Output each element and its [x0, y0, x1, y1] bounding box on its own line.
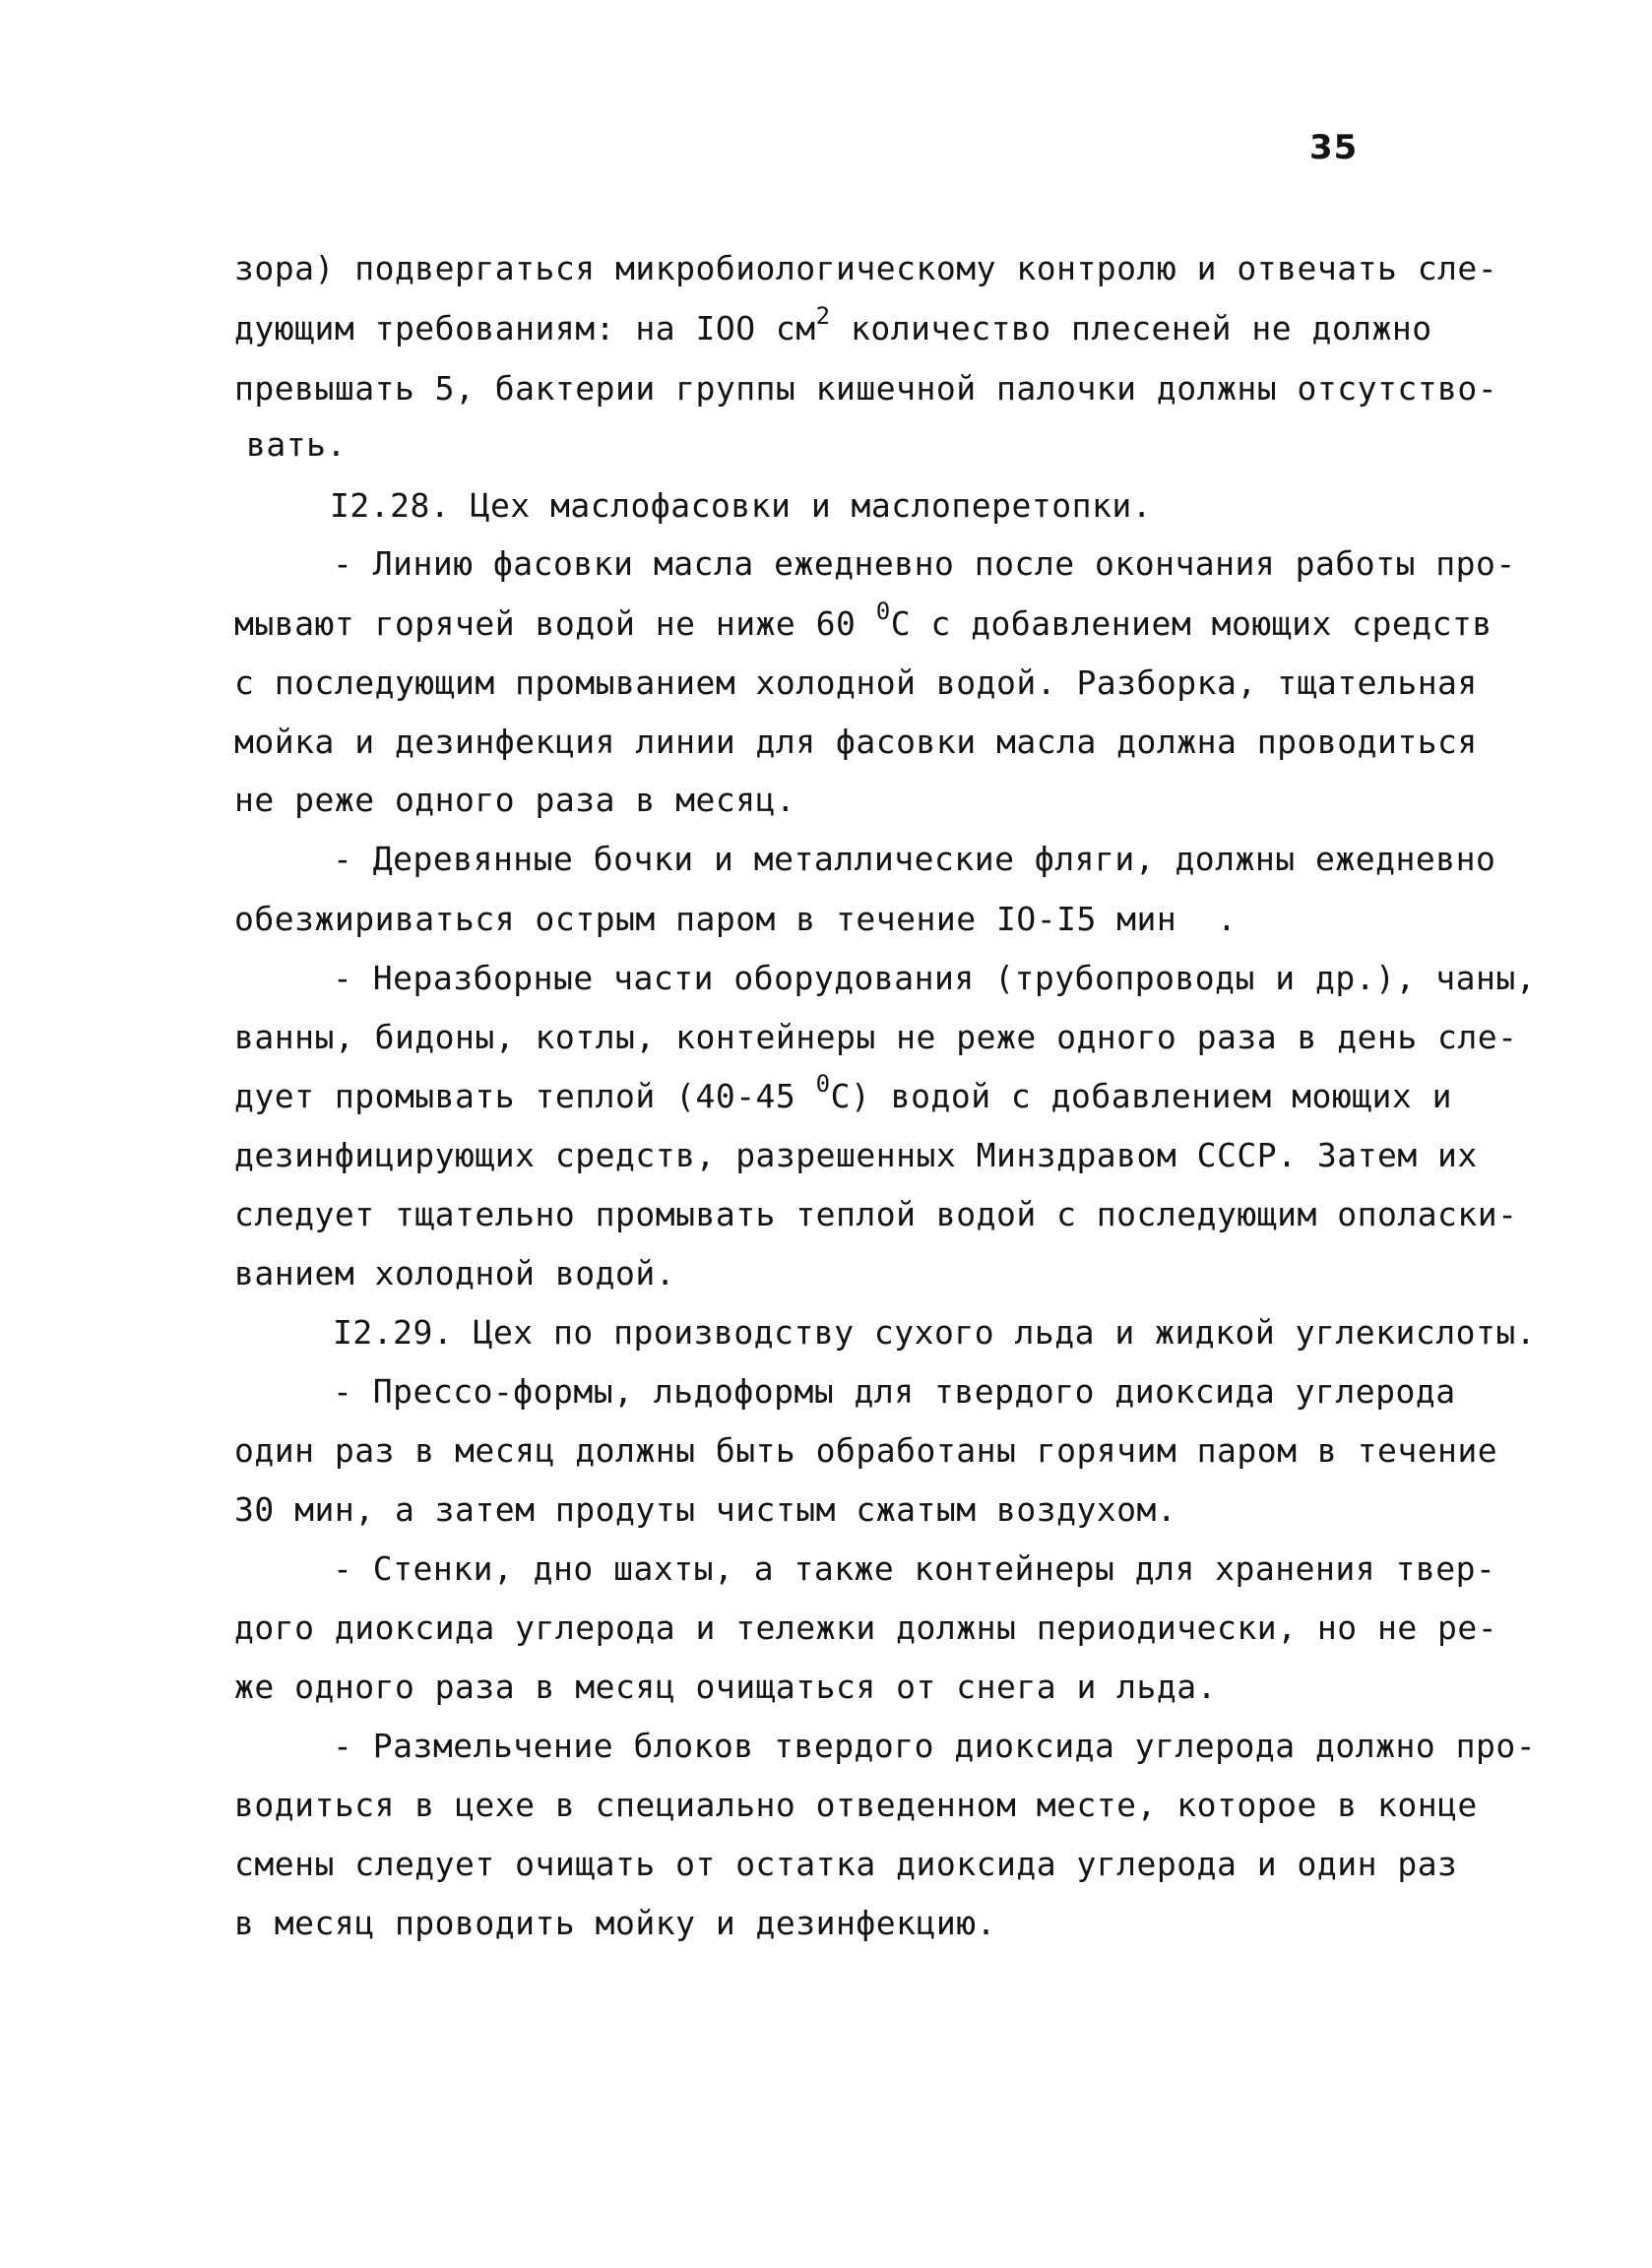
- text-fragment: дующим требованиям: на IOO см: [234, 309, 816, 347]
- text-line: [234, 302, 1432, 351]
- text-line: дезинфицирующих средств, разрешенных Минздравом СССР. Затем их: [234, 1136, 1478, 1174]
- text-line: [234, 598, 1493, 647]
- text-line: - Прессо-формы, льдоформы для твердого диоксида углерода: [333, 1372, 1456, 1411]
- superscript: 0: [875, 598, 891, 625]
- text-line: следует тщательно промывать теплой водой с последующим ополаски-: [234, 1195, 1518, 1233]
- text-line: ванны, бидоны, котлы, контейнеры не реже одного раза в день сле-: [234, 1018, 1518, 1056]
- text-line: водиться в цехе в специально отведенном месте, которое в конце: [234, 1786, 1478, 1824]
- text-fragment: С) водой с добавлением моющих и: [830, 1077, 1453, 1115]
- text-line: [234, 1070, 1453, 1119]
- text-line: зора) подвергаться микробиологическому контролю и отвечать сле-: [234, 249, 1498, 287]
- text-line: 30 мин, а затем продуты чистым сжатым воздухом.: [234, 1490, 1177, 1529]
- text-line: - Размельчение блоков твердого диоксида углерода должно про-: [333, 1727, 1537, 1765]
- text-line: в месяц проводить мойку и дезинфекцию.: [234, 1904, 996, 1942]
- superscript: 0: [815, 1070, 831, 1098]
- text-line: ванием холодной водой.: [234, 1254, 676, 1292]
- text-line: - Линию фасовки масла ежедневно после окончания работы про-: [333, 544, 1516, 583]
- text-line: - Неразборные части оборудования (трубопроводы и др.), чаны,: [333, 959, 1537, 997]
- text-line: дого диоксида углерода и тележки должны периодически, но не ре-: [234, 1608, 1498, 1647]
- text-fragment: мывают горячей водой не ниже 60: [234, 604, 876, 643]
- section-heading: I2.29. Цех по производству сухого льда и жидкой углекислоты.: [333, 1313, 1537, 1352]
- text-line: один раз в месяц должны быть обработаны горячим паром в течение: [234, 1431, 1498, 1470]
- text-line: же одного раза в месяц очищаться от снега и льда.: [234, 1668, 1218, 1706]
- superscript: 2: [815, 302, 831, 330]
- text-line: с последующим промыванием холодной водой. Разборка, тщательная: [234, 663, 1478, 702]
- text-line: - Стенки, дно шахты, а также контейнеры для хранения твер-: [333, 1549, 1496, 1588]
- text-fragment: дует промывать теплой (40-45: [234, 1077, 816, 1115]
- text-line: вать.: [246, 425, 347, 464]
- page-number: 35: [1309, 128, 1359, 167]
- text-line: превышать 5, бактерии группы кишечной палочки должны отсутство-: [234, 369, 1498, 408]
- text-fragment: С с добавлением моющих средств: [890, 604, 1493, 643]
- text-line: мойка и дезинфекция линии для фасовки масла должна проводиться: [234, 723, 1478, 761]
- text-line: не реже одного раза в месяц.: [234, 781, 796, 819]
- text-line: обезжириваться острым паром в течение IO-I5 мин .: [234, 900, 1238, 938]
- text-line: смены следует очищать от остатка диоксида углерода и один раз: [234, 1845, 1458, 1883]
- text-line: - Деревянные бочки и металлические фляги, должны ежедневно: [333, 840, 1496, 878]
- section-heading: I2.28. Цех маслофасовки и маслоперетопки.: [330, 486, 1153, 525]
- text-fragment: количество плесеней не должно: [830, 309, 1432, 347]
